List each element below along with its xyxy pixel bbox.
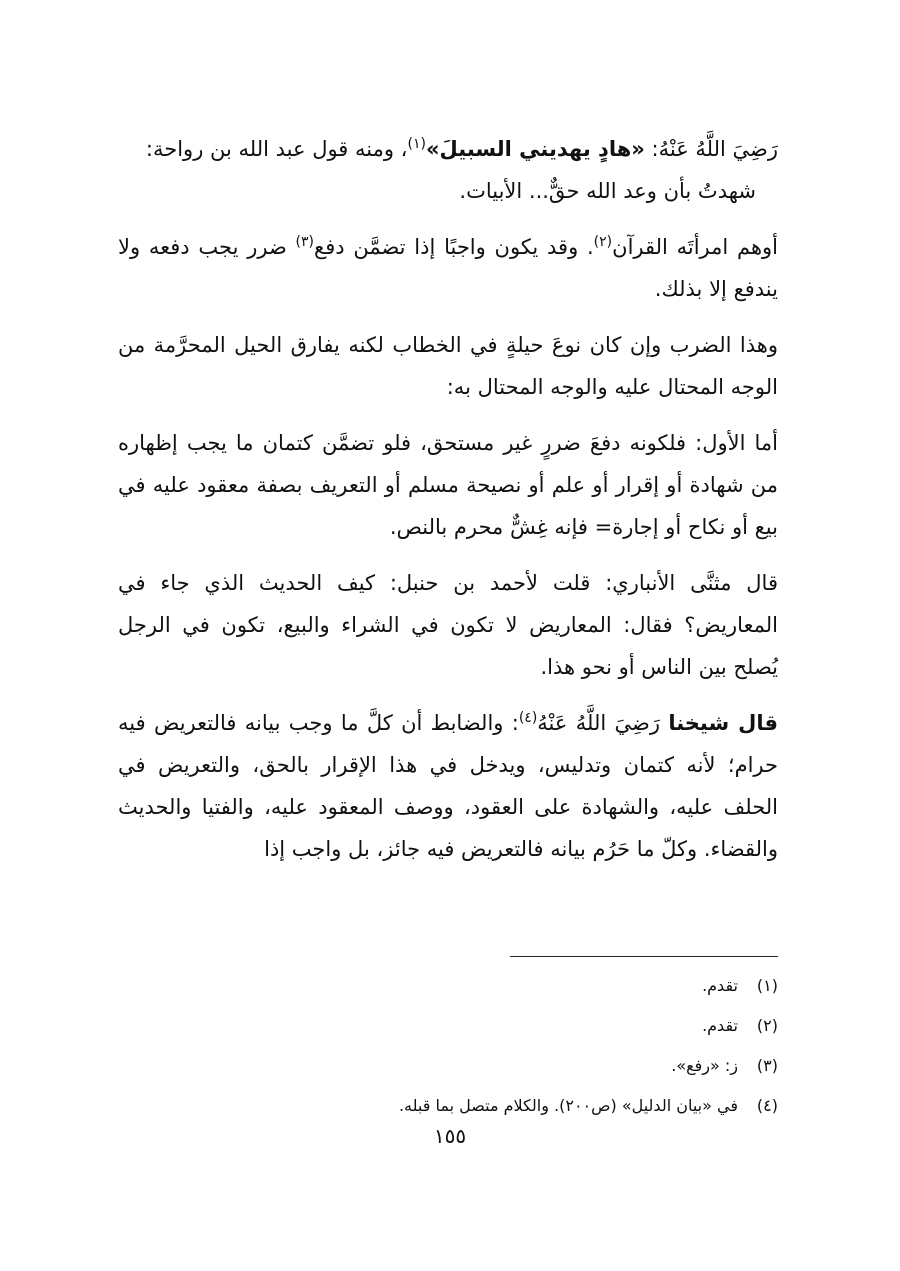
text-run: ، ومنه قول عبد الله بن رواحة: — [145, 137, 408, 161]
text-run: قال شيخنا — [668, 711, 778, 735]
footnote-ref: (١) — [407, 136, 426, 152]
footnote-text: تقدم. — [702, 1016, 738, 1035]
footnote-ref: (٤) — [518, 710, 538, 726]
footnote — [118, 966, 778, 1006]
footnote-text: ز: «رفع». — [671, 1056, 738, 1075]
footnote — [118, 1006, 778, 1046]
text-run: : والضابط أن كلَّ ما وجب بيانه فالتعريض فيه حرام؛ لأنه كتمان وتدليس، ويدخل في هذا الإقرار بالحق، والتعريض في الحلف عليه، والشهادة على العقود، ووصف المعقود عليه، والفتيا والحديث والقضاء. وكلّ ما حَرُم بيانه فالتعريض فيه جائز، بل واجب إذا — [118, 711, 778, 861]
paragraph-2 — [118, 226, 778, 310]
text-run: «هادٍ يهديني السبيلَ» — [425, 137, 645, 161]
footnote-number: (٢) — [756, 1016, 778, 1035]
paragraph-6 — [118, 702, 778, 870]
text-run: شهدتُ بأن وعد الله حقٌّ... الأبيات. — [459, 179, 756, 203]
footnote-ref: (٢) — [593, 234, 613, 250]
paragraph-4 — [118, 422, 778, 548]
footnote-number: (٣) — [756, 1056, 778, 1075]
footnote-number: (١) — [756, 976, 778, 995]
paragraph-3 — [118, 324, 778, 408]
footnote-text: تقدم. — [702, 976, 738, 995]
text-run: أوهم امرأتَه القرآن — [612, 235, 779, 259]
text-run: قال مثنَّى الأنباري: قلت لأحمد بن حنبل: كيف الحديث الذي جاء في المعاريض؟ فقال: المعاريض لا تكون في الشراء والبيع، تكون في الرجل يُصلح بين الناس أو نحو هذا. — [118, 571, 778, 679]
footnote-number: (٤) — [756, 1096, 778, 1115]
text-run: وهذا الضرب وإن كان نوعَ حيلةٍ في الخطاب لكنه يفارق الحيل المحرَّمة من الوجه المحتال عليه والوجه المحتال به: — [118, 333, 778, 399]
page-number: ١٥٥ — [433, 1124, 467, 1148]
text-run: أما الأول: فلكونه دفعَ ضررٍ غير مستحق، فلو تضمَّن كتمان ما يجب إظهاره من شهادة أو إقرار أو علم أو نصيحة مسلم أو التعريف بصفة معقود عليه في بيع أو نكاح أو إجارة= فإنه غِشٌّ محرم بالنص. — [118, 431, 778, 539]
footnote-divider — [510, 956, 778, 957]
text-run: رَضِيَ اللَّهُ عَنْهُ: — [644, 137, 778, 161]
footnote-ref: (٣) — [295, 234, 315, 250]
paragraph-5 — [118, 562, 778, 688]
footnote — [118, 1086, 778, 1126]
footnotes — [118, 966, 778, 1126]
text-run: . وقد يكون واجبًا إذا تضمَّن دفع — [314, 235, 594, 259]
footnote-text: في «بيان الدليل» (ص٢٠٠). والكلام متصل بما قبله. — [398, 1096, 738, 1115]
text-run: رَضِيَ اللَّهُ عَنْهُ — [537, 711, 669, 735]
footnote — [118, 1046, 778, 1086]
paragraph-1 — [118, 128, 778, 170]
main-text — [118, 128, 778, 870]
verse-line — [118, 170, 778, 212]
text-run: ضرر يجب دفعه ولا يندفع إلا بذلك. — [118, 235, 778, 301]
